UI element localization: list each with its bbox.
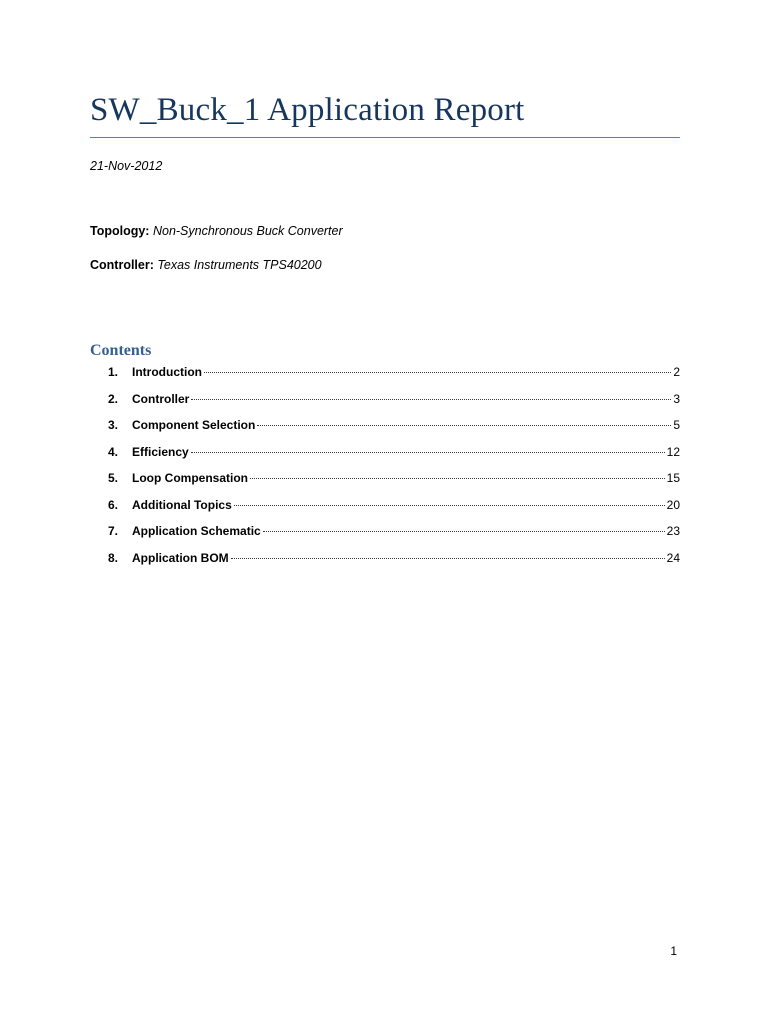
- toc-entry-introduction[interactable]: [90, 365, 680, 392]
- toc-entry-title[interactable]: Efficiency: [132, 444, 189, 459]
- toc-entry-page: 15: [666, 471, 680, 485]
- toc-dot-leader: [191, 399, 671, 400]
- toc-entry-page: 3: [673, 391, 680, 406]
- controller-field: [90, 258, 322, 272]
- toc-entry-title[interactable]: Application Schematic: [132, 524, 261, 538]
- toc-entry-page: 24: [666, 550, 680, 565]
- toc-entry-number: 1.: [107, 365, 118, 379]
- toc-entry-number: 5.: [107, 471, 118, 485]
- toc-entry-application-schematic[interactable]: [90, 524, 680, 551]
- table-of-contents: [90, 365, 680, 577]
- toc-entry-number: 8.: [107, 550, 118, 565]
- toc-entry-page: 2: [673, 365, 680, 379]
- report-date: 21-Nov-2012: [90, 159, 163, 173]
- toc-entry-title[interactable]: Component Selection: [132, 418, 256, 432]
- toc-entry-additional-topics[interactable]: [90, 498, 680, 525]
- toc-dot-leader: [191, 452, 665, 453]
- toc-entry-loop-compensation[interactable]: [90, 471, 680, 498]
- topology-value: Non-Synchronous Buck Converter: [152, 224, 343, 238]
- toc-entry-page: 23: [666, 524, 680, 538]
- page-number: 1: [670, 944, 677, 958]
- toc-entry-number: 7.: [107, 524, 118, 538]
- toc-dot-leader: [204, 372, 671, 373]
- toc-entry-application-bom[interactable]: [90, 551, 680, 578]
- toc-entry-title[interactable]: Additional Topics: [132, 497, 232, 512]
- toc-dot-leader: [250, 478, 665, 479]
- toc-dot-leader: [263, 531, 665, 532]
- topology-label: Topology:: [90, 224, 150, 238]
- toc-entry-title[interactable]: Introduction: [132, 365, 202, 379]
- toc-entry-number: 4.: [107, 444, 118, 459]
- toc-entry-page: 20: [666, 497, 680, 512]
- page-title: SW_Buck_1 Application Report: [90, 92, 525, 128]
- toc-entry-number: 6.: [107, 497, 118, 512]
- toc-entry-page: 12: [666, 444, 680, 459]
- toc-entry-page: 5: [673, 418, 680, 432]
- toc-entry-number: 3.: [107, 418, 118, 432]
- toc-entry-component-selection[interactable]: [90, 418, 680, 445]
- title-divider: [90, 137, 680, 138]
- controller-value: Texas Instruments TPS40200: [157, 258, 322, 272]
- toc-entry-title[interactable]: Controller: [132, 391, 190, 406]
- toc-entry-number: 2.: [107, 391, 118, 406]
- topology-field: [90, 224, 343, 238]
- toc-entry-title[interactable]: Loop Compensation: [132, 471, 248, 485]
- toc-entry-controller[interactable]: [90, 392, 680, 419]
- toc-dot-leader: [234, 505, 665, 506]
- toc-entry-title[interactable]: Application BOM: [132, 550, 229, 565]
- contents-heading: Contents: [90, 342, 152, 359]
- toc-dot-leader: [257, 425, 671, 426]
- controller-label: Controller:: [90, 258, 154, 272]
- toc-entry-efficiency[interactable]: [90, 445, 680, 472]
- toc-dot-leader: [231, 558, 665, 559]
